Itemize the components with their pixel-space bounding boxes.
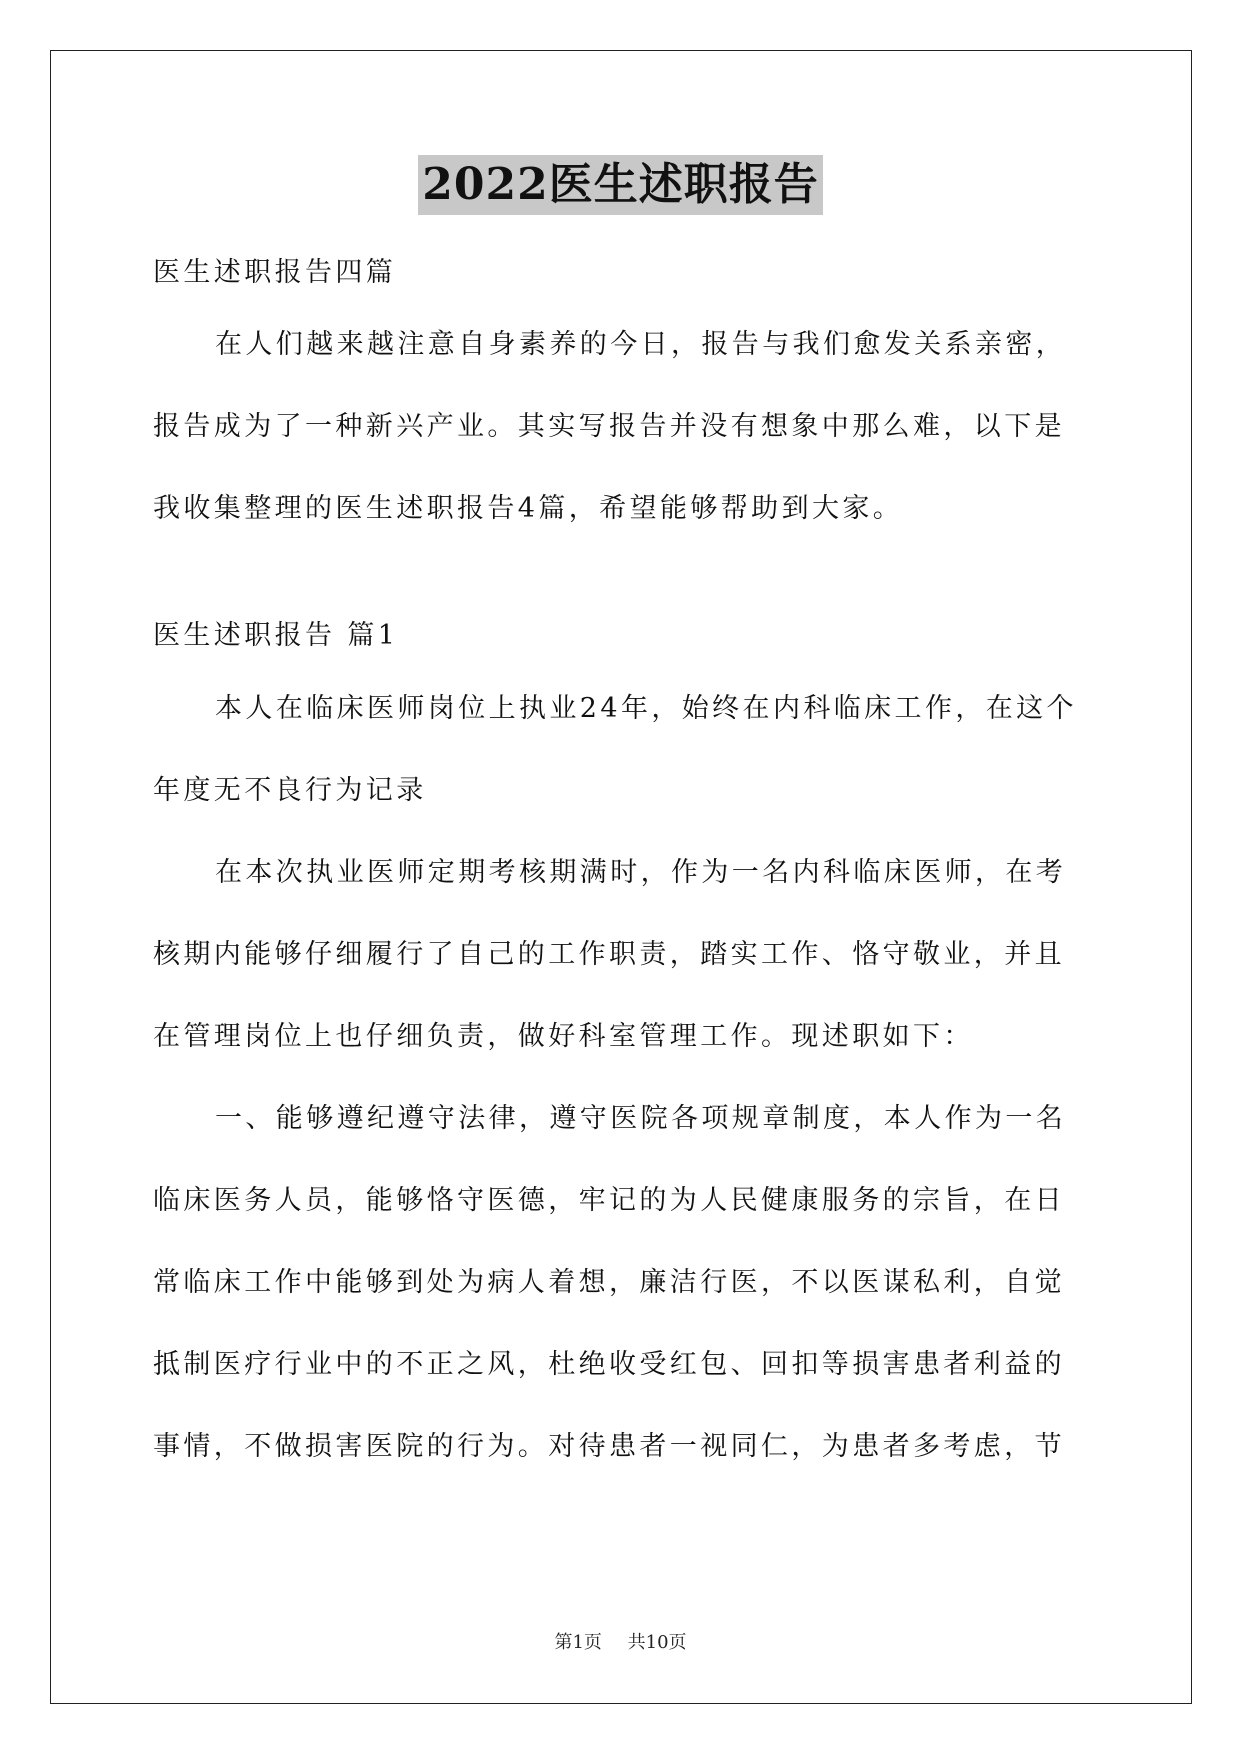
paragraph-line: 事情，不做损害医院的行为。对待患者一视同仁，为患者多考虑，节 — [153, 1431, 1065, 1462]
intro-paragraph — [153, 304, 1093, 550]
page-footer — [0, 1628, 1241, 1654]
document-title: 2022医生述职报告 — [418, 155, 822, 215]
page-total: 共10页 — [627, 1632, 687, 1653]
title-container — [0, 155, 1241, 215]
paragraph-line: 本人在临床医师岗位上执业24年，始终在内科临床工作，在这个 — [215, 693, 1077, 724]
paragraph-line: 常临床工作中能够到处为病人着想，廉洁行医，不以医谋私利，自觉 — [153, 1267, 1065, 1298]
paragraph-line: 在本次执业医师定期考核期满时，作为一名内科临床医师，在考 — [215, 857, 1067, 888]
intro-line: 报告成为了一种新兴产业。其实写报告并没有想象中那么难，以下是 — [153, 411, 1065, 442]
intro-line: 在人们越来越注意自身素养的今日，报告与我们愈发关系亲密， — [215, 329, 1067, 360]
paragraph-line: 核期内能够仔细履行了自己的工作职责，踏实工作、恪守敬业，并且 — [153, 939, 1065, 970]
paragraph-line: 在管理岗位上也仔细负责，做好科室管理工作。现述职如下： — [153, 1021, 974, 1052]
subtitle-block — [153, 232, 1093, 314]
intro-line: 我收集整理的医生述职报告4篇，希望能够帮助到大家。 — [153, 493, 904, 524]
paragraph-line: 临床医务人员，能够恪守医德，牢记的为人民健康服务的宗旨，在日 — [153, 1185, 1065, 1216]
paragraph-1 — [153, 668, 1093, 832]
section-heading: 医生述职报告 篇1 — [153, 620, 399, 651]
paragraph-line: 一、能够遵纪遵守法律，遵守医院各项规章制度，本人作为一名 — [215, 1103, 1067, 1134]
section-heading-block — [153, 595, 1093, 677]
paragraph-2 — [153, 832, 1093, 1078]
paragraph-line: 年度无不良行为记录 — [153, 775, 427, 806]
paragraph-3 — [153, 1078, 1093, 1488]
paragraph-line: 抵制医疗行业中的不正之风，杜绝收受红包、回扣等损害患者利益的 — [153, 1349, 1065, 1380]
page-number: 第1页 — [554, 1632, 602, 1653]
document-subtitle: 医生述职报告四篇 — [153, 257, 397, 288]
